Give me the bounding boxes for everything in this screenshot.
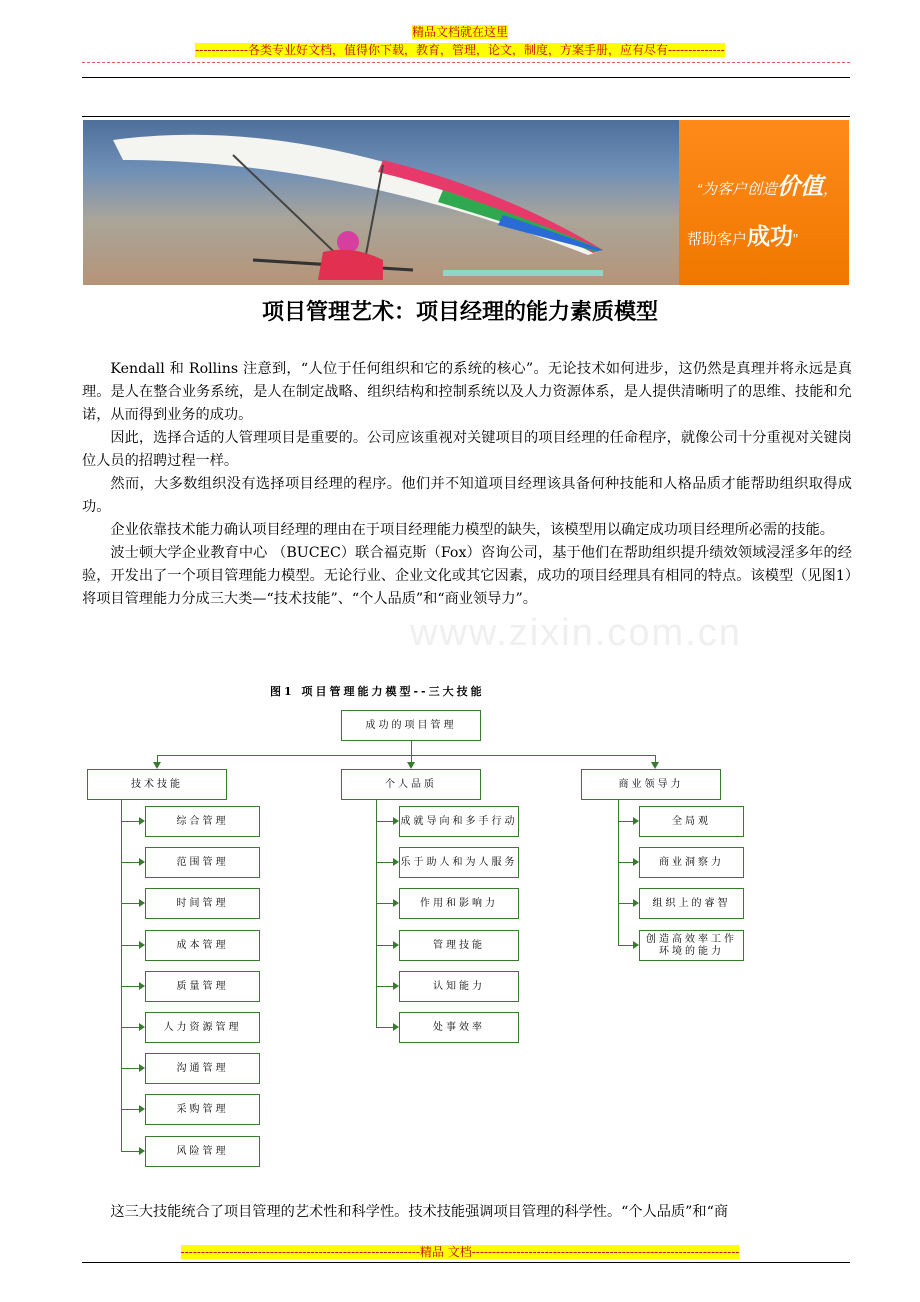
arrow-icon xyxy=(407,762,415,769)
arrow-icon xyxy=(139,899,145,907)
skill-box: 人力资源管理 xyxy=(145,1012,260,1043)
paragraph: Kendall 和 Rollins 注意到，“人位于任何组织和它的系统的核心”。无论技术如何进步，这仍然是真理并将永远是真理。是人在整合业务系统，是人在制定战略、组织结构和控制系统以及人力资源体系，是人提供清晰明了的思维、技能和允诺，从而得到业务的成功。 xyxy=(82,361,852,423)
arrow-icon xyxy=(633,858,639,866)
quality-box: 处事效率 xyxy=(399,1012,519,1043)
connector xyxy=(121,1068,139,1069)
category-box-technical: 技术技能 xyxy=(87,769,227,800)
arrow-icon xyxy=(139,817,145,825)
hang-glider-illustration xyxy=(83,120,679,285)
connector xyxy=(376,1027,393,1028)
header-line-2: -------------各类专业好文档，值得你下载，教育，管理，论文，制度，方案手册，应有尽有-------------- xyxy=(195,43,725,57)
skill-box: 质量管理 xyxy=(145,971,260,1002)
arrow-icon xyxy=(633,941,639,949)
connector xyxy=(121,821,139,822)
connector xyxy=(121,945,139,946)
slogan-line-1: “为客户创造价值， xyxy=(697,173,839,199)
skill-box: 沟通管理 xyxy=(145,1053,260,1084)
footer-rule xyxy=(82,1262,850,1263)
quality-box: 认知能力 xyxy=(399,971,519,1002)
watermark: www.zixin.com.cn xyxy=(410,612,742,654)
closing-paragraph: 这三大技能统合了项目管理的艺术性和科学性。技术技能强调项目管理的科学性。“个人品质”和“商 xyxy=(110,1204,729,1220)
arrow-icon xyxy=(651,762,659,769)
quality-box: 作用和影响力 xyxy=(399,888,519,919)
leadership-box: 全局观 xyxy=(639,806,744,837)
skill-box: 范围管理 xyxy=(145,847,260,878)
connector xyxy=(376,862,393,863)
skill-box: 成本管理 xyxy=(145,930,260,961)
skill-box: 时间管理 xyxy=(145,888,260,919)
arrow-icon xyxy=(393,817,399,825)
skill-box: 综合管理 xyxy=(145,806,260,837)
arrow-icon xyxy=(139,1023,145,1031)
arrow-icon xyxy=(139,941,145,949)
arrow-icon xyxy=(393,982,399,990)
category-box-business: 商业领导力 xyxy=(581,769,721,800)
connector xyxy=(376,986,393,987)
article-title: 项目管理艺术：项目经理的能力素质模型 xyxy=(261,299,658,325)
connector xyxy=(157,755,655,756)
leadership-box: 创造高效率工作环境的能力 xyxy=(639,930,744,961)
connector xyxy=(121,903,139,904)
root-box: 成功的项目管理 xyxy=(341,710,481,741)
arrow-icon xyxy=(633,899,639,907)
footer-line xyxy=(0,1243,920,1260)
connector xyxy=(411,741,412,755)
banner-slogan-panel xyxy=(679,120,849,285)
header-rule xyxy=(82,77,850,78)
figure-title: 图1 项目管理能力模型--三大技能 xyxy=(270,685,485,698)
connector xyxy=(121,800,122,1152)
connector xyxy=(376,821,393,822)
arrow-icon xyxy=(633,817,639,825)
slogan-line-2: 帮助客户成功” xyxy=(687,223,799,249)
connector xyxy=(376,800,377,1028)
quality-box: 管理技能 xyxy=(399,930,519,961)
footer-left-dashes: ----------------------------------------------------------- xyxy=(180,1245,420,1259)
connector xyxy=(618,945,633,946)
arrow-icon xyxy=(393,1023,399,1031)
arrow-icon xyxy=(139,1147,145,1155)
paragraph: 然而，大多数组织没有选择项目经理的程序。他们并不知道项目经理该具备何种技能和人格品质才能帮助组织取得成功。 xyxy=(82,476,852,515)
leadership-box: 组织上的睿智 xyxy=(639,888,744,919)
header-dashed-rule xyxy=(82,62,850,73)
connector xyxy=(618,821,633,822)
leadership-box: 商业洞察力 xyxy=(639,847,744,878)
arrow-icon xyxy=(139,1105,145,1113)
connector xyxy=(376,945,393,946)
connector xyxy=(376,903,393,904)
skill-box: 采购管理 xyxy=(145,1094,260,1125)
arrow-icon xyxy=(153,762,161,769)
paragraph: 波士顿大学企业教育中心 （BUCEC）联合福克斯（Fox）咨询公司，基于他们在帮助组织提升绩效领域浸淫多年的经验，开发出了一个项目管理能力模型。无论行业、企业文化或其它因素，成功的项目经理具有相同的特点。该模型（见图1）将项目管理能力分成三大类—“技术技能”、“个人品质”和“商业领导力”。 xyxy=(82,545,852,607)
header-line-1: 精品文档就在这里 xyxy=(411,25,508,39)
arrow-icon xyxy=(139,1064,145,1072)
article-body xyxy=(82,358,852,611)
arrow-icon xyxy=(393,858,399,866)
arrow-icon xyxy=(139,858,145,866)
paragraph: 企业依靠技术能力确认项目经理的理由在于项目经理能力模型的缺失，该模型用以确定成功项目经理所必需的技能。 xyxy=(110,522,834,538)
footer-label: 精品 文档 xyxy=(419,1245,472,1259)
top-rule xyxy=(82,116,850,117)
quality-box: 乐于助人和为人服务 xyxy=(399,847,519,878)
banner-photo xyxy=(83,120,679,285)
paragraph: 因此，选择合适的人管理项目是重要的。公司应该重视对关键项目的项目经理的任命程序，就像公司十分重视对关键岗位人员的招聘过程一样。 xyxy=(82,430,852,469)
connector xyxy=(121,986,139,987)
connector xyxy=(121,1027,139,1028)
quality-box: 成就导向和多手行动 xyxy=(399,806,519,837)
arrow-icon xyxy=(393,899,399,907)
connector xyxy=(121,1109,139,1110)
banner xyxy=(83,120,849,285)
arrow-icon xyxy=(139,982,145,990)
connector xyxy=(618,903,633,904)
footer-right-dashes: ------------------------------------------------------------------ xyxy=(471,1245,740,1259)
connector xyxy=(121,1151,139,1152)
arrow-icon xyxy=(393,941,399,949)
connector xyxy=(121,862,139,863)
connector xyxy=(618,862,633,863)
category-box-personal: 个人品质 xyxy=(341,769,481,800)
skill-box: 风险管理 xyxy=(145,1136,260,1167)
